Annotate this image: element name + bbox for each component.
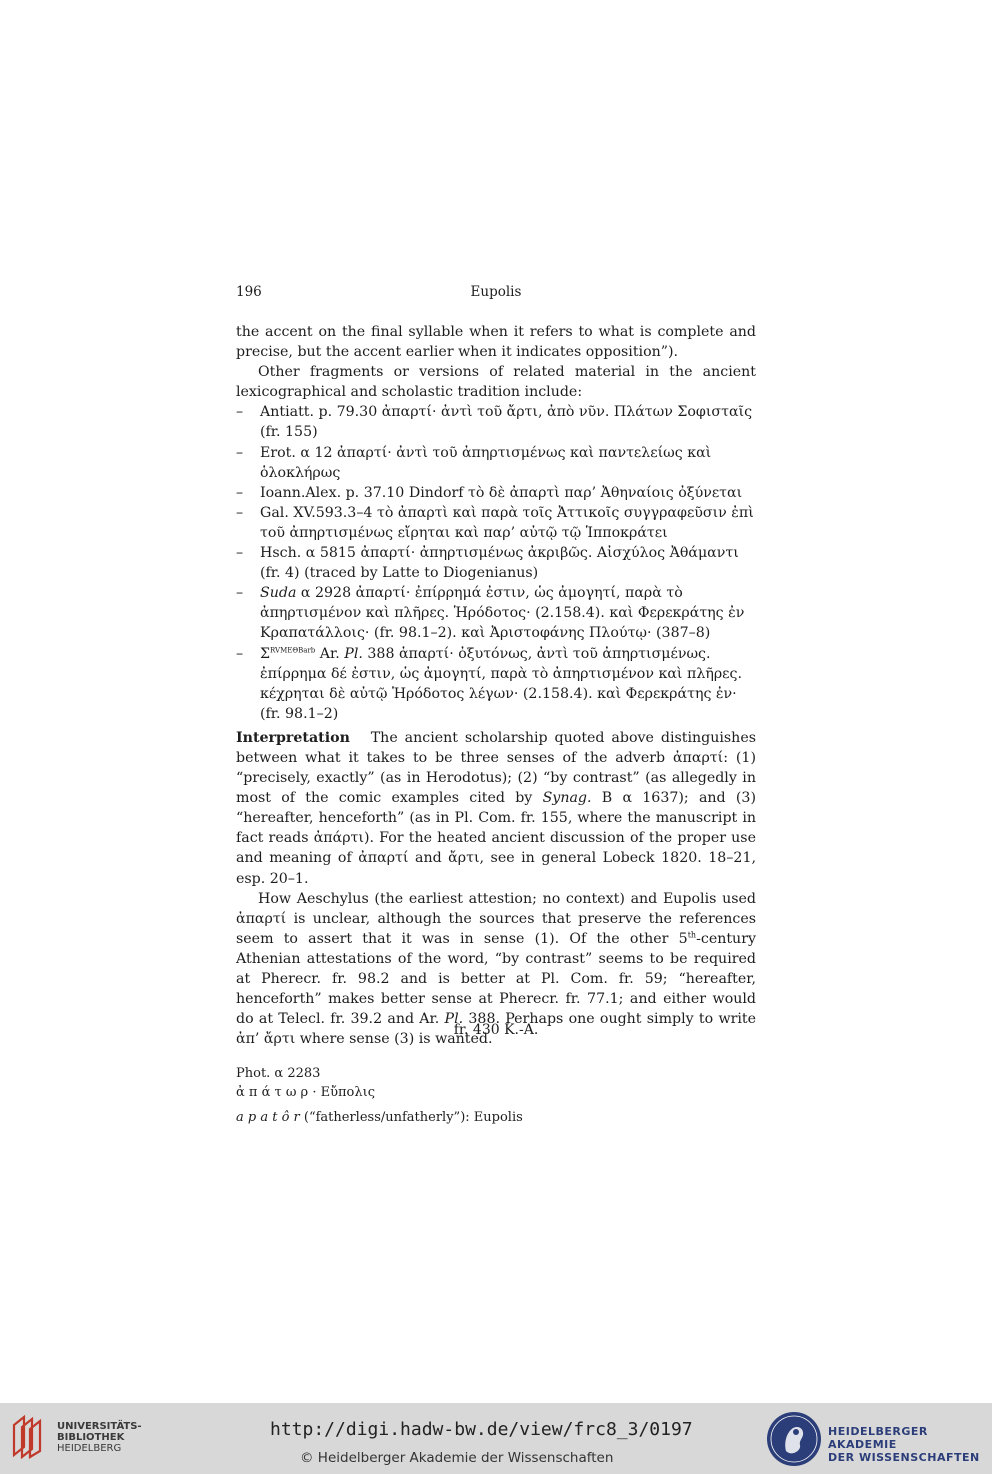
- source-item-antiatt: – Antiatt. p. 79.30 ἀπαρτί· ἀντὶ τοῦ ἄρτι, ἀπὸ νῦν. Πλάτων Σοφισταῖς (fr. 155): [236, 404, 753, 441]
- permalink-url[interactable]: http://digi.hadw-bw.de/view/frc8_3/0197: [270, 1419, 693, 1440]
- source-item-hsch: – Hsch. α 5815 ἀπαρτί· ἀπηρτισμένως ἀκριβῶς. Αἰσχύλος Ἀθάμαντι (fr. 4) (traced by Latte to Diogenianus): [236, 545, 739, 582]
- university-library-logo-icon[interactable]: [10, 1413, 48, 1459]
- interpretation-paragraph-2: How Aeschylus (the earliest attestion; no context) and Eupolis used ἀπαρτί is unclear, although the sources that preserve the references seem to assert that it was in sense (1). Of the other 5th-century Athenian attestations of the word, “by contrast” seems to be required at Pherecr. fr. 98.2 and is better at Pl. Com. fr. 59; “hereafter, henceforth” makes better sense at Pherecr. fr. 77.1; and either would do at Telecl. fr. 39.2 and Ar. Pl. 388. Perhaps one ought simply to write ἀπ’ ἄρτι where sense (3) is wanted.: [236, 890, 757, 1048]
- fragment-source: Phot. α 2283: [236, 1066, 321, 1081]
- running-head: [236, 284, 756, 304]
- running-title: Eupolis: [470, 284, 522, 300]
- fragment-heading: fr. 430 K.-A.: [453, 1022, 539, 1038]
- source-item-gal: – Gal. XV.593.3–4 τὸ ἀπαρτὶ καὶ παρὰ τοῖς Ἀττικοῖς συγγραφεῦσιν ἐπὶ τοῦ ἀπηρτισμένως εἴρηται καὶ παρ’ αὐτῷ τῷ Ἱπποκράτει: [236, 504, 754, 541]
- fragment-translation: a p a t ô r (“fatherless/unfatherly”): Eupolis: [236, 1110, 523, 1125]
- fragment-greek: ἀ π ά τ ω ρ · Εὔπολις: [236, 1085, 375, 1100]
- main-text: [236, 322, 756, 1049]
- fragment-testimony: [236, 1064, 756, 1127]
- source-item-scholia: – $\Sigma^{RVME\Theta Barb}$ Ar. Pl. 388 ἀπαρτί· ὀξυτόνως, ἀντὶ τοῦ ἀπηρτισμένως. ἐπίρρημα δέ ἐστιν, ὡς ἀμογητί, παρὰ τὸ ἀπηρτισμένον καὶ πλῆρες. κέχρηται δὲ αὐτῷ Ἡρόδοτος λέγων· (2.158.4). καὶ Φερεκράτης ἐν· (fr. 98.1–2): [236, 645, 742, 722]
- university-library-name: UNIVERSITÄTS- BIBLIOTHEK HEIDELBERG: [57, 1421, 142, 1454]
- academy-name: HEIDELBERGER AKADEMIE DER WISSENSCHAFTEN: [828, 1425, 980, 1464]
- page-number: 196: [236, 284, 262, 300]
- source-item-erot: – Erot. α 12 ἀπαρτί· ἀντὶ τοῦ ἀπηρτισμένως καὶ παντελείως καὶ ὁλοκλήρως: [236, 444, 712, 481]
- source-list: [236, 402, 756, 724]
- academy-seal-icon[interactable]: [766, 1411, 822, 1467]
- interpretation-paragraph: Interpretation The ancient scholarship quoted above distinguishes between what it takes to be three senses of the adverb ἀπαρτί: (1) “precisely, exactly” (as in Herodotus); (2) “by contrast” (as allegedly in most of the comic examples cited by Synag. B α 1637); and (3) “hereafter, henceforth” (as in Pl. Com. fr. 155, where the manuscript in fact reads ἀπάρτι). For the heated ancient discussion of the proper use and meaning of ἀπαρτί and ἄρτι, see in general Lobeck 1820. 18–21, esp. 20–1.: [236, 729, 756, 887]
- interpretation-heading: Interpretation: [236, 729, 350, 746]
- footer-bar: [0, 1403, 992, 1474]
- intro-paragraph-2: Other fragments or versions of related material in the ancient lexicographical and scholastic tradition include:: [236, 364, 756, 401]
- source-item-ioann: – Ioann.Alex. p. 37.10 Dindorf τὸ δὲ ἀπαρτὶ παρ’ Ἀθηναίοις ὀξύνεται: [236, 484, 743, 501]
- copyright-notice: © Heidelberger Akademie der Wissenschaften: [300, 1450, 614, 1466]
- source-item-suda: – Suda α 2928 ἀπαρτί· ἐπίρρημά ἐστιν, ὡς ἀμογητί, παρὰ τὸ ἀπηρτισμένον καὶ πλῆρες. Ἡρόδοτος· (2.158.4). καὶ Φερεκράτης ἐν Κραπατάλλοις· (fr. 98.1–2). καὶ Ἀριστοφάνης Πλούτῳ· (387–8): [236, 585, 745, 642]
- intro-paragraph: the accent on the final syllable when it refers to what is complete and precise, but the accent earlier when it indicates opposition”).: [236, 324, 756, 361]
